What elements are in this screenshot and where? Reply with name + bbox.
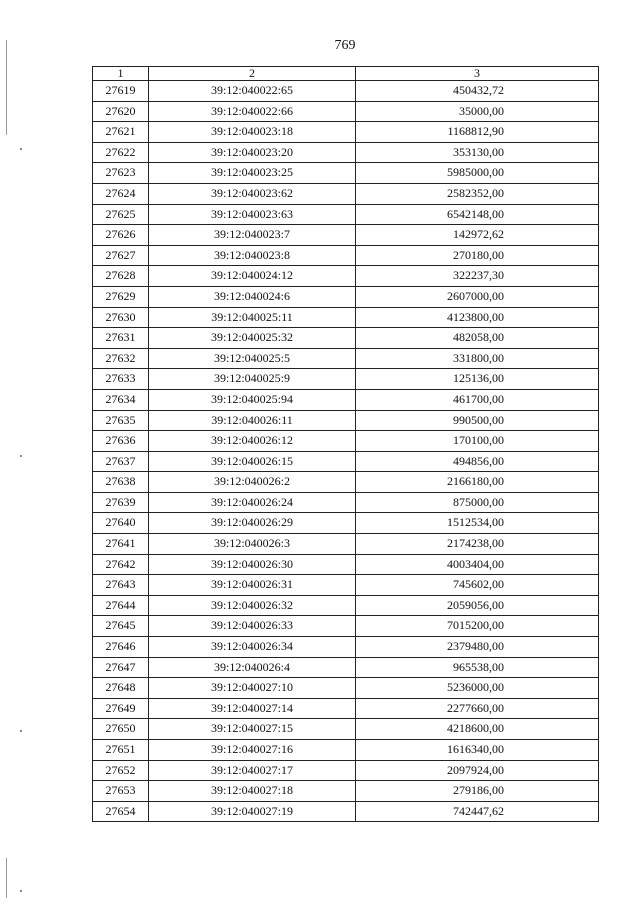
table-row [93,389,599,410]
table-header-row [93,67,599,81]
row-number-cell: 27636 [93,431,149,452]
table-row [93,513,599,534]
value-cell: 279186,00 [356,781,599,802]
cadastral-number-cell: 39:12:040027:14 [149,698,356,719]
row-number-cell: 27651 [93,740,149,761]
table-row [93,616,599,637]
row-number-cell: 27621 [93,122,149,143]
row-number-cell: 27652 [93,760,149,781]
cadastral-number-cell: 39:12:040027:10 [149,678,356,699]
row-number-cell: 27644 [93,595,149,616]
table-row [93,307,599,328]
row-number-cell: 27622 [93,142,149,163]
cadastral-number-cell: 39:12:040026:15 [149,451,356,472]
row-number-cell: 27623 [93,163,149,184]
cadastral-number-cell: 39:12:040026:31 [149,575,356,596]
cadastral-number-cell: 39:12:040026:30 [149,554,356,575]
table-row [93,595,599,616]
value-cell: 5985000,00 [356,163,599,184]
row-number-cell: 27629 [93,286,149,307]
table-row [93,657,599,678]
value-cell: 125136,00 [356,369,599,390]
value-cell: 270180,00 [356,245,599,266]
row-number-cell: 27625 [93,204,149,225]
table-row [93,122,599,143]
cadastral-number-cell: 39:12:040026:4 [149,657,356,678]
table-row [93,740,599,761]
table-row [93,554,599,575]
column-header-2: 2 [149,67,356,81]
value-cell: 4123800,00 [356,307,599,328]
row-number-cell: 27634 [93,389,149,410]
row-number-cell: 27624 [93,183,149,204]
scan-dot-mark [20,148,22,150]
row-number-cell: 27646 [93,637,149,658]
table-row [93,719,599,740]
scan-dot-mark [20,455,22,457]
value-cell: 1616340,00 [356,740,599,761]
value-cell: 2379480,00 [356,637,599,658]
value-cell: 745602,00 [356,575,599,596]
row-number-cell: 27637 [93,451,149,472]
row-number-cell: 27640 [93,513,149,534]
row-number-cell: 27620 [93,101,149,122]
value-cell: 4003404,00 [356,554,599,575]
row-number-cell: 27653 [93,781,149,802]
table-row [93,81,599,102]
row-number-cell: 27631 [93,328,149,349]
cadastral-number-cell: 39:12:040026:33 [149,616,356,637]
cadastral-number-cell: 39:12:040022:66 [149,101,356,122]
cadastral-number-cell: 39:12:040026:32 [149,595,356,616]
value-cell: 2582352,00 [356,183,599,204]
row-number-cell: 27628 [93,266,149,287]
row-number-cell: 27650 [93,719,149,740]
table-row [93,472,599,493]
value-cell: 494856,00 [356,451,599,472]
row-number-cell: 27648 [93,678,149,699]
table-row [93,760,599,781]
cadastral-number-cell: 39:12:040022:65 [149,81,356,102]
cadastral-value-table [92,66,599,822]
table-row [93,451,599,472]
cadastral-number-cell: 39:12:040023:20 [149,142,356,163]
table-row [93,801,599,822]
row-number-cell: 27641 [93,534,149,555]
row-number-cell: 27643 [93,575,149,596]
cadastral-number-cell: 39:12:040024:12 [149,266,356,287]
table-row [93,142,599,163]
value-cell: 4218600,00 [356,719,599,740]
value-cell: 1512534,00 [356,513,599,534]
value-cell: 1168812,90 [356,122,599,143]
cadastral-number-cell: 39:12:040025:94 [149,389,356,410]
row-number-cell: 27627 [93,245,149,266]
table-row [93,163,599,184]
table-row [93,204,599,225]
value-cell: 2174238,00 [356,534,599,555]
row-number-cell: 27649 [93,698,149,719]
table-row [93,266,599,287]
cadastral-number-cell: 39:12:040026:24 [149,492,356,513]
value-cell: 875000,00 [356,492,599,513]
table-row [93,369,599,390]
row-number-cell: 27633 [93,369,149,390]
value-cell: 2607000,00 [356,286,599,307]
value-cell: 965538,00 [356,657,599,678]
value-cell: 2097924,00 [356,760,599,781]
row-number-cell: 27645 [93,616,149,637]
value-cell: 322237,30 [356,266,599,287]
value-cell: 461700,00 [356,389,599,410]
cadastral-number-cell: 39:12:040023:18 [149,122,356,143]
value-cell: 450432,72 [356,81,599,102]
value-cell: 142972,62 [356,225,599,246]
column-header-3: 3 [356,67,599,81]
cadastral-number-cell: 39:12:040025:32 [149,328,356,349]
value-cell: 170100,00 [356,431,599,452]
table-row [93,575,599,596]
table-row [93,410,599,431]
cadastral-number-cell: 39:12:040027:16 [149,740,356,761]
cadastral-number-cell: 39:12:040023:63 [149,204,356,225]
table-body [93,81,599,822]
table-row [93,431,599,452]
cadastral-number-cell: 39:12:040026:2 [149,472,356,493]
value-cell: 2059056,00 [356,595,599,616]
row-number-cell: 27630 [93,307,149,328]
table-row [93,678,599,699]
value-cell: 6542148,00 [356,204,599,225]
row-number-cell: 27647 [93,657,149,678]
table-row [93,286,599,307]
row-number-cell: 27654 [93,801,149,822]
cadastral-number-cell: 39:12:040027:17 [149,760,356,781]
table-row [93,183,599,204]
row-number-cell: 27638 [93,472,149,493]
cadastral-number-cell: 39:12:040024:6 [149,286,356,307]
value-cell: 7015200,00 [356,616,599,637]
cadastral-number-cell: 39:12:040023:7 [149,225,356,246]
cadastral-number-cell: 39:12:040026:3 [149,534,356,555]
table-row [93,637,599,658]
column-header-1: 1 [93,67,149,81]
scan-edge-mark [6,40,7,135]
cadastral-number-cell: 39:12:040027:15 [149,719,356,740]
row-number-cell: 27639 [93,492,149,513]
value-cell: 990500,00 [356,410,599,431]
scan-dot-mark [20,890,22,892]
cadastral-number-cell: 39:12:040027:19 [149,801,356,822]
table-row [93,534,599,555]
row-number-cell: 27632 [93,348,149,369]
value-cell: 35000,00 [356,101,599,122]
table-row [93,225,599,246]
cadastral-number-cell: 39:12:040023:8 [149,245,356,266]
table-row [93,101,599,122]
table-row [93,698,599,719]
table-row [93,492,599,513]
cadastral-number-cell: 39:12:040025:9 [149,369,356,390]
value-cell: 482058,00 [356,328,599,349]
value-cell: 331800,00 [356,348,599,369]
row-number-cell: 27626 [93,225,149,246]
row-number-cell: 27642 [93,554,149,575]
table-row [93,348,599,369]
table-row [93,781,599,802]
table-row [93,245,599,266]
value-cell: 2277660,00 [356,698,599,719]
row-number-cell: 27619 [93,81,149,102]
row-number-cell: 27635 [93,410,149,431]
table-row [93,328,599,349]
value-cell: 353130,00 [356,142,599,163]
cadastral-number-cell: 39:12:040026:34 [149,637,356,658]
cadastral-number-cell: 39:12:040023:62 [149,183,356,204]
value-cell: 5236000,00 [356,678,599,699]
cadastral-number-cell: 39:12:040026:12 [149,431,356,452]
value-cell: 2166180,00 [356,472,599,493]
page-number: 769 [334,38,356,53]
cadastral-number-cell: 39:12:040027:18 [149,781,356,802]
cadastral-number-cell: 39:12:040023:25 [149,163,356,184]
cadastral-number-cell: 39:12:040026:11 [149,410,356,431]
cadastral-number-cell: 39:12:040026:29 [149,513,356,534]
scan-dot-mark [20,730,22,732]
cadastral-number-cell: 39:12:040025:11 [149,307,356,328]
value-cell: 742447,62 [356,801,599,822]
cadastral-number-cell: 39:12:040025:5 [149,348,356,369]
scan-edge-mark [6,858,7,898]
